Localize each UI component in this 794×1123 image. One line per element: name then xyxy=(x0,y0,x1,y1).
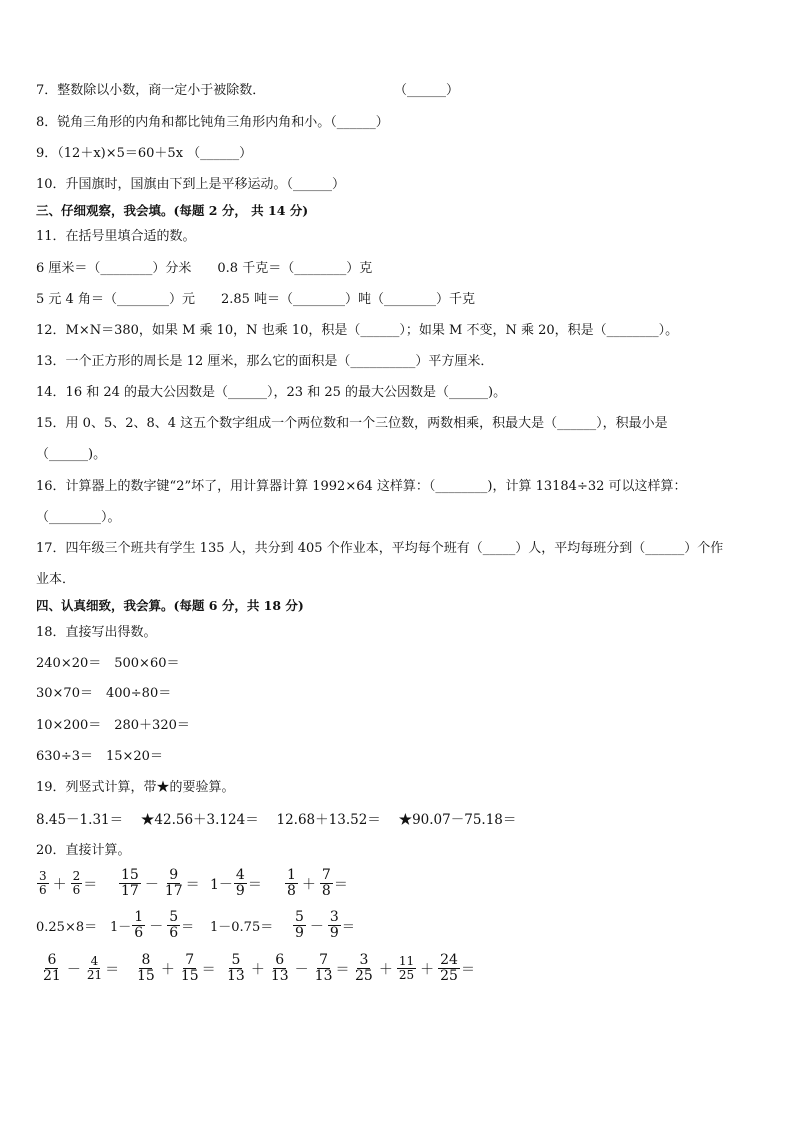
question-9: 9．（12＋x)×5＝60＋5x （______） xyxy=(36,146,253,161)
section-4-heading: 四、认真细致，我会算。(每题 6 分，共 18 分) xyxy=(36,598,304,613)
question-7 xyxy=(36,83,460,99)
fraction-row-1 xyxy=(36,868,348,899)
fraction-expression: $\frac{8}{15}$ ＋ $\frac{7}{15}$ ＝ xyxy=(137,952,216,984)
question-12: 12．M×N＝380，如果 M 乘 10，N 也乘 10，积是（______）；如果 M 不变，N 乘 20，积是（________）。 xyxy=(36,323,679,338)
fraction-expression: 1－ $\frac{1}{6}$ － $\frac{5}{6}$ ＝ xyxy=(110,909,195,941)
fraction-expression: $\frac{15}{17}$ － $\frac{9}{17}$ ＝ xyxy=(121,867,200,899)
fraction: $\frac{4}{9}$ xyxy=(235,867,245,899)
question-11: 11．在括号里填合适的数。 xyxy=(36,229,196,244)
question-19-row-1: 8.45－1.31＝ ★42.56＋3.124＝ 12.68＋13.52＝ ★90.07－75.18＝ xyxy=(36,812,517,828)
question-18-row-1: 240×20＝ 500×60＝ xyxy=(36,656,180,671)
fraction: $\frac{5}{9}$ xyxy=(295,909,304,941)
question-17-line-b: 业本． xyxy=(36,572,76,587)
decimal-expression: 0.25×8＝ xyxy=(36,920,98,935)
question-14: 14．16 和 24 的最大公因数是（______），23 和 25 的最大公因数是（______)。 xyxy=(36,385,507,400)
fraction: $\frac{2}{6}$ xyxy=(72,869,81,897)
fraction: $\frac{3}{9}$ xyxy=(329,909,339,941)
fraction: $\frac{6}{21}$ xyxy=(43,952,61,984)
fraction: $\frac{7}{8}$ xyxy=(321,867,331,899)
fraction: $\frac{1}{6}$ xyxy=(134,909,144,941)
question-15-line-a: 15．用 0、5、2、8、4 这五个数字组成一个两位数和一个三位数，两数相乘，积最大是（______），积最小是 xyxy=(36,416,668,431)
fraction-row-2 xyxy=(36,910,355,941)
fraction-row-3 xyxy=(40,953,475,984)
decimal-expression: 1－0.75＝ xyxy=(210,920,274,935)
question-19: 19．列竖式计算，带★的要验算。 xyxy=(36,780,235,795)
question-10: 10．升国旗时，国旗由下到上是平移运动。（______） xyxy=(36,177,346,192)
fraction: $\frac{5}{13}$ xyxy=(227,952,245,984)
question-11-line-a: 6 厘米＝（________）分米 0.8 千克＝（________）克 xyxy=(36,261,373,276)
fraction: $\frac{3}{6}$ xyxy=(39,869,47,897)
fraction: $\frac{15}{17}$ xyxy=(121,867,139,899)
fraction-expression: $\frac{5}{13}$ ＋ $\frac{6}{13}$ － $\frac{7}{13}$ ＝ xyxy=(227,952,350,984)
question-11-line-b: 5 元 4 角＝（________）元 2.85 吨＝（________）吨（________）千克 xyxy=(36,292,476,307)
fraction: $\frac{8}{15}$ xyxy=(137,952,155,984)
question-18-row-3: 10×200＝ 280＋320＝ xyxy=(36,718,190,733)
question-8: 8．锐角三角形的内角和都比钝角三角形内角和小。（______） xyxy=(36,115,389,130)
section-3-heading: 三、仔细观察，我会填。(每题 2 分， 共 14 分) xyxy=(36,203,309,218)
fraction-expression: $\frac{5}{9}$ － $\frac{3}{9}$ ＝ xyxy=(295,909,355,941)
question-7-text: 7．整数除以小数，商一定小于被除数． xyxy=(36,83,266,98)
fraction: $\frac{3}{25}$ xyxy=(355,952,373,984)
question-13: 13．一个正方形的周长是 12 厘米，那么它的面积是（__________）平方厘米． xyxy=(36,354,494,369)
question-17-line-a: 17．四年级三个班共有学生 135 人，共分到 405 个作业本，平均每个班有（_____）人，平均每班分到（______）个作 xyxy=(36,541,724,556)
fraction-expression: $\frac{3}{6}$ ＋ $\frac{2}{6}$ ＝ xyxy=(39,869,98,897)
fraction: $\frac{9}{17}$ xyxy=(164,867,183,899)
question-16-line-b: （________）。 xyxy=(36,510,121,525)
fraction-expression: 1－ $\frac{4}{9}$ ＝ xyxy=(210,867,262,899)
question-16-line-a: 16．计算器上的数字键“2”坏了，用计算器计算 1992×64 这样算：（________)，计算 13184÷32 可以这样算： xyxy=(36,479,687,494)
fraction: $\frac{7}{13}$ xyxy=(314,952,333,984)
fraction-expression: $\frac{6}{21}$ － $\frac{4}{21}$ ＝ xyxy=(43,952,120,984)
fraction: $\frac{24}{25}$ xyxy=(440,952,458,984)
fraction: $\frac{11}{25}$ xyxy=(398,954,415,982)
fraction-expression: $\frac{3}{25}$ ＋ $\frac{11}{25}$ ＋ $\frac{24}{25}$ ＝ xyxy=(355,952,475,984)
fraction: $\frac{1}{8}$ xyxy=(287,867,296,899)
question-20: 20．直接计算。 xyxy=(36,843,131,858)
question-15-line-b: （______)。 xyxy=(36,447,107,462)
fraction: $\frac{5}{6}$ xyxy=(169,909,179,941)
fraction: $\frac{4}{21}$ xyxy=(86,954,103,982)
fraction-expression: $\frac{1}{8}$ ＋ $\frac{7}{8}$ ＝ xyxy=(287,867,348,899)
fraction: $\frac{7}{15}$ xyxy=(180,952,199,984)
question-18-row-4: 630÷3＝ 15×20＝ xyxy=(36,749,163,764)
question-18: 18．直接写出得数。 xyxy=(36,625,157,640)
fraction: $\frac{6}{13}$ xyxy=(270,952,289,984)
question-7-blank[interactable]: （______） xyxy=(394,83,460,98)
question-18-row-2: 30×70＝ 400÷80＝ xyxy=(36,686,172,701)
